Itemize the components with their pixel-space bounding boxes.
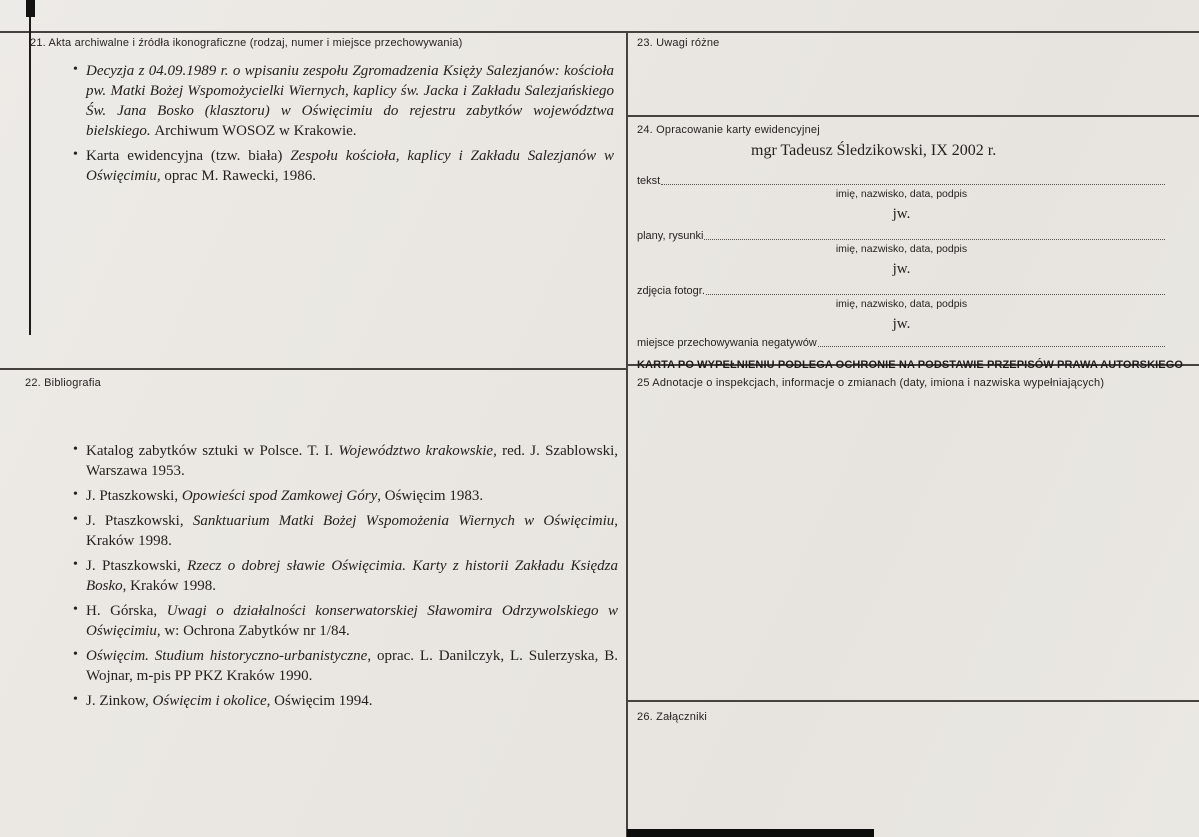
- list-item: • J. Ptaszkowski, Opowieści spod Zamkowej Góry, Oświęcim 1983.: [73, 486, 618, 506]
- form-line-tekst: [637, 175, 1166, 187]
- scan-artifact-left-edge: [29, 0, 31, 335]
- dotted-line: [706, 294, 1165, 295]
- list-item: • Katalog zabytków sztuki w Polsce. T. I. Województwo krakowskie, red. J. Szablowski, Warszawa 1953.: [73, 441, 618, 481]
- field-caption: imię, nazwisko, data, podpis: [835, 188, 968, 200]
- section-24-card-preparation: [637, 124, 1184, 371]
- author-signature: mgr Tadeusz Śledzikowski, IX 2002 r.: [751, 142, 997, 159]
- section-24-label: 24. Opracowanie karty ewidencyjnej: [637, 124, 820, 136]
- dotted-line: [661, 184, 1165, 185]
- field-caption: imię, nazwisko, data, podpis: [835, 243, 968, 255]
- field-value-tekst: jw.: [892, 206, 911, 222]
- dotted-line: [704, 239, 1165, 240]
- section-21-archival-sources-list: [73, 61, 614, 191]
- field-value-zdjecia-fotogr: jw.: [892, 316, 911, 332]
- list-item: • Oświęcim. Studium historyczno-urbanistyczne, oprac. L. Danilczyk, L. Sulerzyska, B. Wojnar, m-pis PP PKZ Kraków 1990.: [73, 646, 618, 686]
- form-line-miejsce-negatywow: [637, 337, 1166, 349]
- divider-middle-left: [0, 368, 626, 370]
- divider-below-section-23: [627, 115, 1199, 117]
- form-line-zdjecia-fotogr: [637, 285, 1166, 297]
- list-item: • Decyzja z 04.09.1989 r. o wpisaniu zespołu Zgromadzenia Księży Salezjanów: kościoła pw. Matki Bożej Wspomożycielki Wiernych, kaplicy św. Jacka i Zakładu Salezjańskiego Św. Jana Bosko (klasztoru) w Oświęcimiu do rejestru zabytków województwa bielskiego. Archiwum WOSOZ w Krakowie.: [73, 61, 614, 141]
- field-label-miejsce-negatywow: miejsce przechowywania negatywów: [637, 337, 817, 349]
- list-item: • J. Ptaszkowski, Rzecz o dobrej sławie Oświęcimia. Karty z historii Zakładu Księdza Bosko, Kraków 1998.: [73, 556, 618, 596]
- divider-above-section-26: [627, 700, 1199, 702]
- divider-top: [0, 31, 1199, 33]
- list-item: • J. Zinkow, Oświęcim i okolice, Oświęcim 1994.: [73, 691, 618, 711]
- field-label-zdjecia-fotogr: zdjęcia fotogr.: [637, 285, 705, 297]
- section-26-label: 26. Załączniki: [637, 711, 708, 723]
- field-label-tekst: tekst: [637, 175, 661, 187]
- field-value-plany-rysunki: jw.: [892, 261, 911, 277]
- section-23-label: 23. Uwagi różne: [637, 37, 720, 49]
- scan-artifact-bottom-strip: [627, 829, 874, 837]
- divider-vertical-center: [626, 31, 628, 837]
- dotted-line: [818, 346, 1165, 347]
- list-item: • Karta ewidencyjna (tzw. biała) Zespołu kościoła, kaplicy i Zakładu Salezjanów w Oświęcimiu, oprac M. Rawecki, 1986.: [73, 146, 614, 186]
- field-label-plany-rysunki: plany, rysunki: [637, 230, 704, 242]
- section-22-label: 22. Bibliografia: [25, 377, 101, 389]
- section-22-bibliography-list: [73, 441, 618, 716]
- list-item: • J. Ptaszkowski, Sanktuarium Matki Bożej Wspomożenia Wiernych w Oświęcimiu, Kraków 1998.: [73, 511, 618, 551]
- form-line-plany-rysunki: [637, 230, 1166, 242]
- section-25-label: 25 Adnotacje o inspekcjach, informacje o zmianach (daty, imiona i nazwiska wypełniających): [637, 377, 1105, 389]
- scan-artifact-top-left-corner: [26, 0, 35, 17]
- field-caption: imię, nazwisko, data, podpis: [835, 298, 968, 310]
- copyright-notice: KARTA PO WYPEŁNIENIU PODLEGA OCHRONIE NA PODSTAWIE PRZEPISÓW PRAWA AUTORSKIEGO: [637, 359, 1184, 371]
- list-item: • H. Górska, Uwagi o działalności konserwatorskiej Sławomira Odrzywolskiego w Oświęcimiu, w: Ochrona Zabytków nr 1/84.: [73, 601, 618, 641]
- section-21-label: 21. Akta archiwalne i źródła ikonograficzne (rodzaj, numer i miejsce przechowywania): [30, 37, 463, 49]
